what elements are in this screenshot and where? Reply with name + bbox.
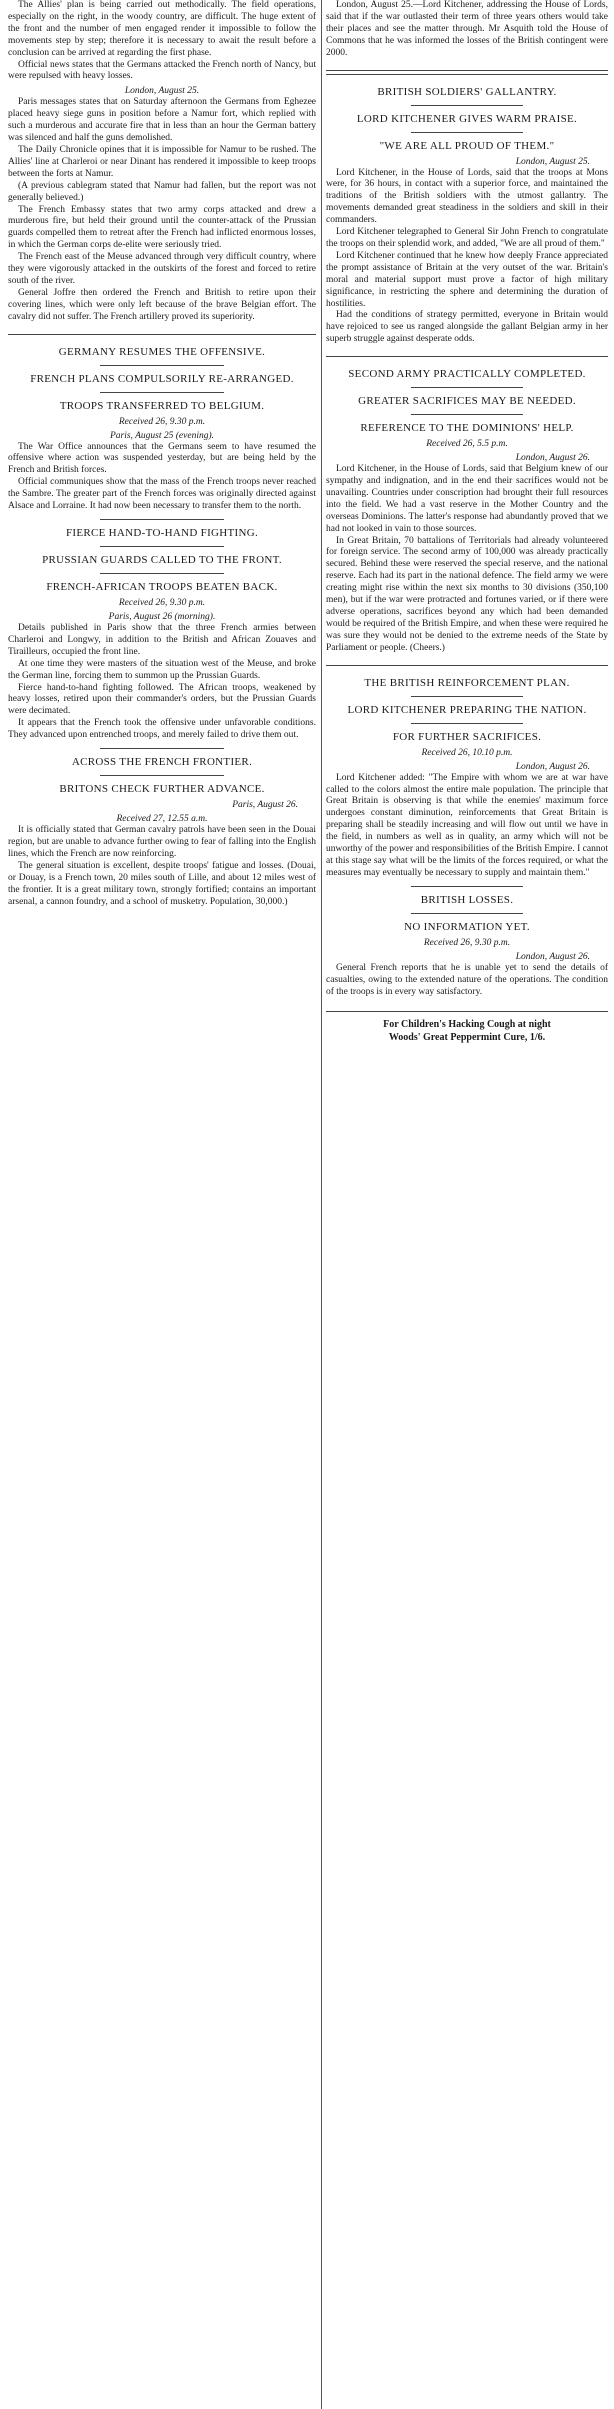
paragraph: Lord Kitchener telegraphed to General Sir John French to congratulate the troops on their splendid work, and added, "We are all proud of them."	[326, 227, 608, 249]
paragraph: (A previous cablegram stated that Namur had fallen, but the report was not generally believed.)	[8, 180, 316, 203]
paragraph: London, August 25.—Lord Kitchener, addressing the House of Lords, said that if the war outlasted their term of three years others would take their places and see the matter through. Mr Asquith told the House of Commons that he was informed the losses of the British contingent were 2000.	[326, 0, 608, 58]
divider	[100, 546, 223, 547]
headline: GERMANY RESUMES THE OFFENSIVE.	[58, 345, 266, 358]
divider	[100, 573, 223, 574]
divider	[411, 105, 524, 106]
divider	[411, 414, 524, 415]
paragraph: General French reports that he is unable yet to send the details of casualties, owing to the extended nature of the operations. The condition of the troops is in every way satisfactory.	[326, 962, 608, 997]
divider	[411, 696, 524, 697]
received-line: Received 26, 9.30 p.m.	[118, 416, 206, 427]
paragraph: Lord Kitchener continued that he knew how deeply France appreciated the prompt assistance of Britain at the very outset of the war. Britain's moral and material support must prove a factor of high military significance, in restricting the sphere and determining the duration of hostilities.	[326, 250, 608, 309]
headline: SECOND ARMY PRACTICALLY COMPLETED.	[348, 368, 586, 381]
paragraph: Official communiques show that the mass of the French troops never reached the Sambre. The greater part of the French forces was originally directed against Alsace and Lorraine. It had now been necessary to transfer them to the north.	[8, 477, 316, 512]
paragraph: Official news states that the Germans attacked the French north of Nancy, but were repulsed with heavy losses.	[8, 59, 316, 82]
headline: FOR FURTHER SACRIFICES.	[392, 730, 542, 743]
paragraph: Lord Kitchener, in the House of Lords, said that Belgium knew of our sympathy and indignation, and in the end their sacrifices would not be unavailing. Countries under conscription had brought their full resources into the field. We had a vast reserve in the Mother Country and the overseas Dominions. The latter's response had abundantly proved that we had not looked in vain to those sources.	[326, 464, 608, 534]
headline: REFERENCE TO THE DOMINIONS' HELP.	[360, 422, 574, 435]
received-line: Received 27, 12.55 a.m.	[116, 814, 208, 825]
dateline: London, August 26.	[515, 453, 590, 464]
headline: FRENCH-AFRICAN TROOPS BEATEN BACK.	[46, 581, 278, 593]
divider	[411, 387, 524, 388]
paragraph: It appears that the French took the offensive under unfavorable conditions. They advanced upon entrenched troops, and merely failed to drive them out.	[8, 718, 316, 741]
paragraph: Lord Kitchener, in the House of Lords, said that the troops at Mons were, for 36 hours, in contact with a superior force, and maintained the traditions of the British soldiers with the utmost gallantry. The movements demanded great steadiness in the soldiers and skill in their commanders.	[326, 167, 608, 226]
paragraph: The French east of the Meuse advanced through very difficult country, where they were vigorously attacked in the outskirts of the forest and forced to retire south of the river.	[8, 252, 316, 286]
headline: BRITISH LOSSES.	[420, 893, 514, 906]
advertisement	[326, 1011, 608, 1044]
divider	[411, 913, 524, 914]
paragraph: In Great Britain, 70 battalions of Territorials had already volunteered for foreign service. The second army of 100,000 was already practically secured. Behind these were reserved the special reserve, and the national reserve. Each had its part in the national defence. The field army we were creating might rise within the next six months to 30 divisions (350,100 men), but if the war were protracted and fortunes varied, or if there were adverse operations, sacrifices beyond any which had been demanded would be required of the British Empire, and when these were required he was sure they would not be denied to the extreme needs of the State by Parliament or people. (Cheers.)	[326, 535, 608, 653]
divider	[326, 665, 608, 666]
advertisement-line: Woods' Great Peppermint Cure, 1/6.	[388, 1031, 546, 1043]
headline: TROOPS TRANSFERRED TO BELGIUM.	[59, 399, 265, 412]
divider	[100, 392, 223, 393]
headline: FIERCE HAND-TO-HAND FIGHTING.	[65, 527, 259, 539]
advertisement-line: For Children's Hacking Cough at night	[383, 1018, 551, 1030]
divider	[100, 519, 223, 520]
headline: LORD KITCHENER GIVES WARM PRAISE.	[356, 112, 578, 125]
paragraph: The French Embassy states that two army corps attacked and drew a murderous fire, but held their ground until the counter-attack of the Prussian guards compelled them to retreat after the French had inflicted enormous losses, in which the German corps de-elite were seriously tried.	[8, 204, 316, 251]
divider	[100, 775, 223, 776]
headline: FRENCH PLANS COMPULSORILY RE-ARRANGED.	[30, 372, 294, 385]
paragraph: Details published in Paris show that the three French armies between Charleroi and Longwy, in addition to the British and African Zouaves and Tirailleurs, occupied the front line.	[8, 623, 316, 657]
divider	[411, 132, 524, 133]
headline: NO INFORMATION YET.	[404, 920, 530, 933]
headline: GREATER SACRIFICES MAY BE NEEDED.	[358, 395, 576, 408]
dateline: London, August 26.	[515, 761, 590, 772]
divider	[326, 356, 608, 357]
column-left	[8, 0, 316, 2409]
divider	[8, 334, 316, 335]
column-rule	[321, 0, 322, 2409]
dateline: London, August 25.	[515, 156, 590, 167]
headline: LORD KITCHENER PREPARING THE NATION.	[347, 703, 587, 716]
paragraph: General Joffre then ordered the French and British to retire upon their covering lines, which were only left because of the brave Belgian effort. The cavalry did not suffer. The French artillery proved its superiority.	[8, 287, 316, 322]
dateline: Paris, August 26 (morning).	[108, 612, 216, 622]
paragraph: The general situation is excellent, despite troops' fatigue and losses. (Douai, or Douay, is a French town, 20 miles south of Lille, and about 12 miles west of the frontier. It is a great military town, strongly fortified; contains an important arsenal, a cannon foundry, and a school of musketry. Population, 30,000.)	[8, 860, 316, 907]
divider	[411, 723, 524, 724]
headline: ACROSS THE FRENCH FRONTIER.	[71, 756, 253, 769]
received-line: Received 26, 10.10 p.m.	[421, 747, 513, 758]
paragraph: Had the conditions of strategy permitted, everyone in Britain would have rejoiced to see us ranged alongside the gallant Belgian army in her superb struggle against desperate odds.	[326, 310, 608, 345]
headline: BRITISH SOLDIERS' GALLANTRY.	[377, 85, 557, 98]
received-line: Received 26, 9.30 p.m.	[118, 598, 206, 608]
column-right	[326, 0, 608, 2409]
received-line: Received 26, 9.30 p.m.	[423, 937, 511, 948]
dateline: London, August 25.	[124, 86, 200, 97]
divider	[326, 70, 608, 75]
paragraph: The Allies' plan is being carried out methodically. The field operations, especially on the right, in the woody country, are difficult. The huge extent of the front and the number of men engaged render it impossible to follow the movements step by step; therefore it is necessary to await the result before a conclusion can be arrived at regarding the first phase.	[8, 0, 316, 58]
paragraph: Fierce hand-to-hand fighting followed. The African troops, weakened by heavy losses, retired upon their commander's orders, but the Prussian Guards were decimated.	[8, 682, 316, 717]
headline: PRUSSIAN GUARDS CALLED TO THE FRONT.	[42, 554, 282, 566]
divider	[100, 365, 223, 366]
paragraph: Lord Kitchener added: "The Empire with whom we are at war have called to the colors almost the entire male population. The principle that Great Britain is observing is that while the enemies' maximum force undergoes constant diminution, reinforcements that Great Britain is preparing shall be steadily increasing and will flow out until we have in the field, in numbers as well as in quality, an army which will not be unworthy of the power and responsibilities of the British Empire. I cannot at this stage say what will be the limits of the forces required, or what the measures may eventually be necessary to supply and maintain them."	[326, 772, 608, 878]
paragraph: The Daily Chronicle opines that it is impossible for Namur to be rushed. The Allies' line at Charleroi or near Dinant has rendered it impossible to keep troops between the forts at Namur.	[8, 144, 316, 179]
headline: BRITONS CHECK FURTHER ADVANCE.	[59, 783, 265, 796]
divider	[100, 748, 223, 749]
paragraph: Paris messages states that on Saturday afternoon the Germans from Eghezee placed heavy siege guns in position before a Namur fort, which replied with such a murderous and accurate fire that in less than an hour the German battery was silenced and half the guns demolished.	[8, 97, 316, 144]
dateline: Paris, August 25 (evening).	[109, 430, 215, 441]
paragraph: At one time they were masters of the situation west of the Meuse, and broke the German line, forcing them to summon up the Prussian Guards.	[8, 658, 316, 681]
received-line: Received 26, 5.5 p.m.	[426, 439, 508, 450]
headline: "WE ARE ALL PROUD OF THEM."	[379, 139, 555, 152]
dateline: London, August 26.	[515, 951, 590, 962]
dateline: Paris, August 26.	[232, 800, 298, 811]
paragraph: It is officially stated that German cavalry patrols have been seen in the Douai region, but are unable to advance further owing to fear of falling into the English lines, which the French are now reinforcing.	[8, 825, 316, 859]
headline: THE BRITISH REINFORCEMENT PLAN.	[364, 676, 570, 689]
divider	[411, 886, 524, 887]
paragraph: The War Office announces that the Germans seem to have resumed the offensive where action was suspended yesterday, but are being held by the French and British forces.	[8, 441, 316, 476]
